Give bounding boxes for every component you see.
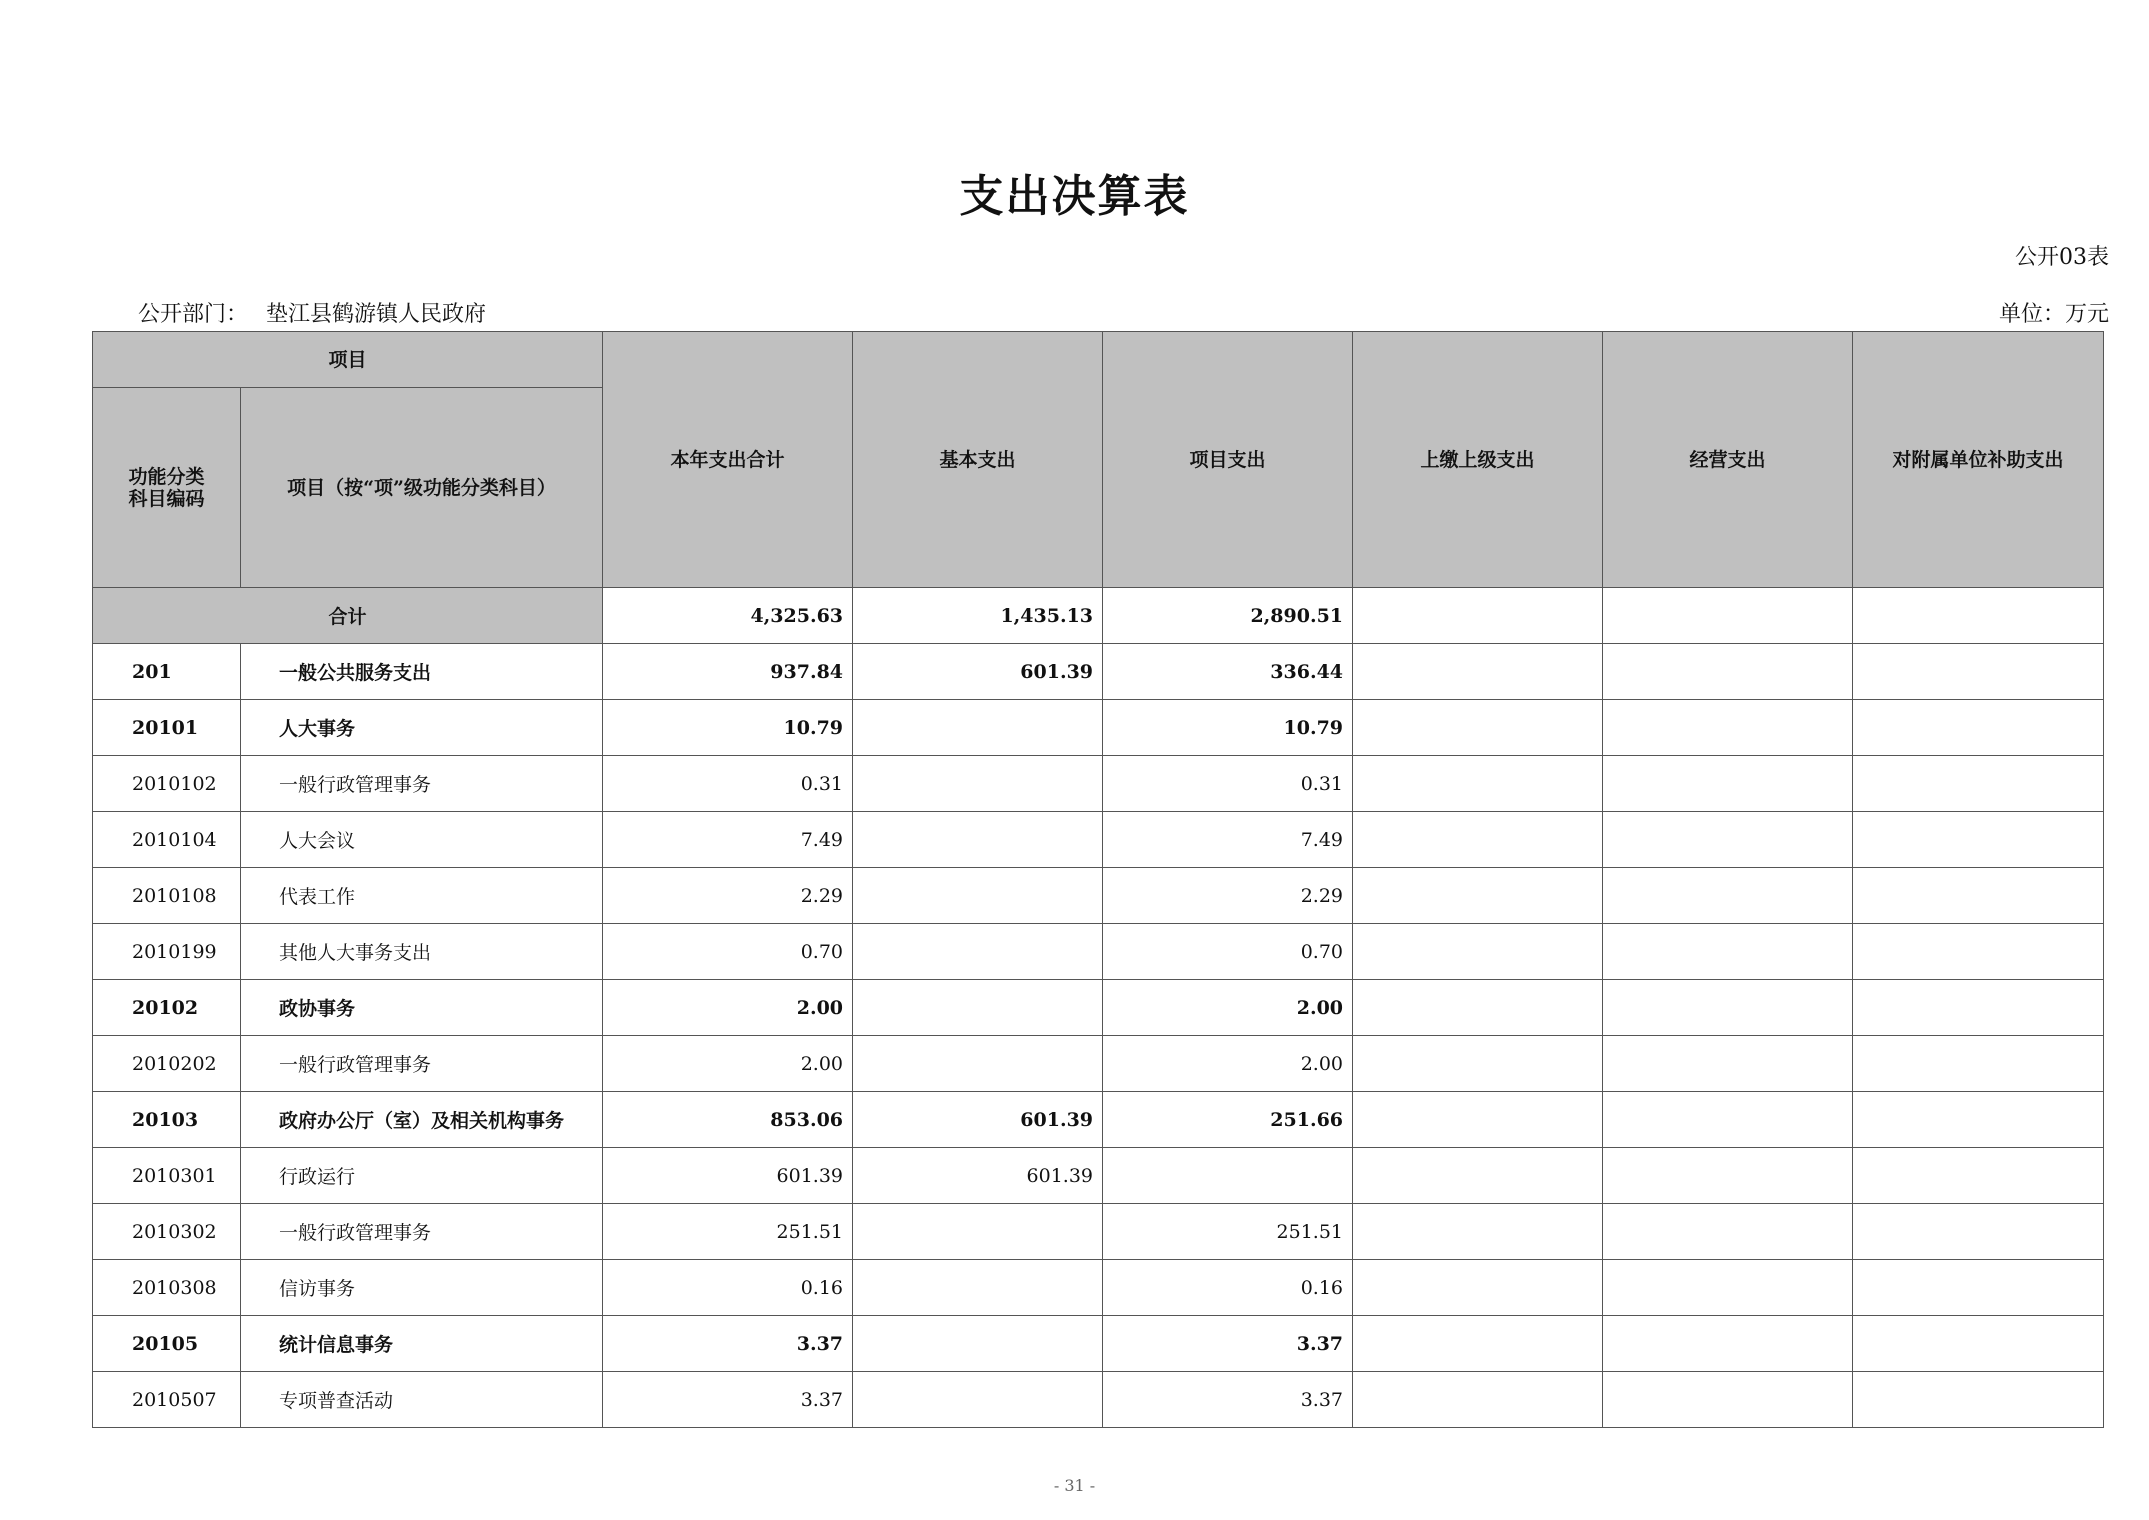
total-label: 合计 — [93, 588, 603, 644]
cell-business — [1603, 812, 1853, 868]
cell-project: 0.16 — [1103, 1260, 1353, 1316]
cell-upper — [1353, 1036, 1603, 1092]
cell-project: 3.37 — [1103, 1372, 1353, 1428]
cell-basic: 601.39 — [853, 1148, 1103, 1204]
cell-project — [1103, 1148, 1353, 1204]
cell-basic — [853, 812, 1103, 868]
department-label: 公开部门： — [138, 302, 249, 327]
cell-subsidy — [1853, 1148, 2104, 1204]
cell-project: 0.31 — [1103, 756, 1353, 812]
cell-basic — [853, 756, 1103, 812]
cell-code: 2010104 — [93, 812, 241, 868]
cell-upper — [1353, 644, 1603, 700]
cell-subsidy — [1853, 756, 2104, 812]
cell-project: 2.00 — [1103, 1036, 1353, 1092]
cell-upper — [1353, 868, 1603, 924]
cell-project: 7.49 — [1103, 812, 1353, 868]
cell-business — [1603, 980, 1853, 1036]
cell-name: 政协事务 — [241, 980, 603, 1036]
table-row — [93, 1092, 2104, 1148]
department-info — [138, 297, 486, 328]
cell-code: 20102 — [93, 980, 241, 1036]
cell-code: 2010202 — [93, 1036, 241, 1092]
page-title: 支出决算表 — [959, 171, 1190, 222]
unit-label: 单位：万元 — [1998, 302, 2109, 327]
cell-total: 2.29 — [603, 868, 853, 924]
cell-business — [1603, 756, 1853, 812]
cell-project: 0.70 — [1103, 924, 1353, 980]
cell-code: 2010302 — [93, 1204, 241, 1260]
cell-upper — [1353, 980, 1603, 1036]
cell-total: 0.31 — [603, 756, 853, 812]
cell-upper — [1353, 756, 1603, 812]
cell-upper — [1353, 1260, 1603, 1316]
cell-name: 专项普查活动 — [241, 1372, 603, 1428]
cell-basic — [853, 1372, 1103, 1428]
table-row — [93, 700, 2104, 756]
cell-basic — [853, 1260, 1103, 1316]
cell-basic — [853, 1036, 1103, 1092]
cell-basic — [853, 1204, 1103, 1260]
cell-code: 2010108 — [93, 868, 241, 924]
cell-code: 2010308 — [93, 1260, 241, 1316]
cell-subsidy — [1853, 1316, 2104, 1372]
header-code: 功能分类 科目编码 — [93, 388, 241, 588]
header-name: 项目（按“项”级功能分类科目） — [241, 388, 603, 588]
table-row — [93, 644, 2104, 700]
cell-upper — [1353, 812, 1603, 868]
form-number: 公开03表 — [2015, 245, 2109, 270]
table-row — [93, 1260, 2104, 1316]
cell-business — [1603, 1092, 1853, 1148]
cell-business — [1603, 700, 1853, 756]
cell-basic — [853, 924, 1103, 980]
total-cell-total: 4,325.63 — [603, 588, 853, 644]
cell-code: 2010199 — [93, 924, 241, 980]
header-business: 经营支出 — [1603, 332, 1853, 588]
cell-subsidy — [1853, 700, 2104, 756]
department-name: 垫江县鹤游镇人民政府 — [266, 302, 487, 327]
cell-project: 3.37 — [1103, 1316, 1353, 1372]
cell-subsidy — [1853, 924, 2104, 980]
cell-code: 20105 — [93, 1316, 241, 1372]
cell-total: 853.06 — [603, 1092, 853, 1148]
cell-code: 2010507 — [93, 1372, 241, 1428]
cell-business — [1603, 868, 1853, 924]
cell-total: 601.39 — [603, 1148, 853, 1204]
cell-subsidy — [1853, 1204, 2104, 1260]
cell-subsidy — [1853, 1036, 2104, 1092]
cell-basic: 601.39 — [853, 1092, 1103, 1148]
total-cell-subsidy — [1853, 588, 2104, 644]
cell-upper — [1353, 1204, 1603, 1260]
header-project: 项目支出 — [1103, 332, 1353, 588]
cell-total: 251.51 — [603, 1204, 853, 1260]
header-basic: 基本支出 — [853, 332, 1103, 588]
cell-name: 代表工作 — [241, 868, 603, 924]
cell-business — [1603, 924, 1853, 980]
cell-name: 其他人大事务支出 — [241, 924, 603, 980]
cell-business — [1603, 644, 1853, 700]
cell-project: 251.66 — [1103, 1092, 1353, 1148]
total-cell-business — [1603, 588, 1853, 644]
cell-basic — [853, 980, 1103, 1036]
cell-subsidy — [1853, 868, 2104, 924]
cell-name: 一般公共服务支出 — [241, 644, 603, 700]
cell-name: 政府办公厅（室）及相关机构事务 — [241, 1092, 603, 1148]
cell-subsidy — [1853, 1372, 2104, 1428]
cell-basic — [853, 700, 1103, 756]
header-project-group: 项目 — [93, 332, 603, 388]
total-cell-basic: 1,435.13 — [853, 588, 1103, 644]
header-subsidy: 对附属单位补助支出 — [1853, 332, 2104, 588]
cell-basic: 601.39 — [853, 644, 1103, 700]
cell-total: 2.00 — [603, 980, 853, 1036]
cell-name: 一般行政管理事务 — [241, 1036, 603, 1092]
cell-code: 20103 — [93, 1092, 241, 1148]
expenditure-table — [92, 331, 2104, 1428]
cell-business — [1603, 1316, 1853, 1372]
cell-upper — [1353, 1316, 1603, 1372]
cell-upper — [1353, 1372, 1603, 1428]
cell-basic — [853, 868, 1103, 924]
table-row — [93, 868, 2104, 924]
table-row — [93, 1316, 2104, 1372]
cell-total: 3.37 — [603, 1316, 853, 1372]
cell-business — [1603, 1036, 1853, 1092]
cell-name: 行政运行 — [241, 1148, 603, 1204]
cell-business — [1603, 1260, 1853, 1316]
cell-business — [1603, 1204, 1853, 1260]
cell-project: 10.79 — [1103, 700, 1353, 756]
table-row — [93, 980, 2104, 1036]
cell-total: 3.37 — [603, 1372, 853, 1428]
cell-project: 2.29 — [1103, 868, 1353, 924]
table-row — [93, 812, 2104, 868]
table-row — [93, 756, 2104, 812]
total-cell-upper — [1353, 588, 1603, 644]
cell-code: 201 — [93, 644, 241, 700]
header-total: 本年支出合计 — [603, 332, 853, 588]
cell-code: 2010301 — [93, 1148, 241, 1204]
cell-subsidy — [1853, 980, 2104, 1036]
cell-total: 0.70 — [603, 924, 853, 980]
total-row — [93, 588, 2104, 644]
cell-total: 7.49 — [603, 812, 853, 868]
cell-upper — [1353, 1148, 1603, 1204]
cell-name: 一般行政管理事务 — [241, 1204, 603, 1260]
cell-name: 人大事务 — [241, 700, 603, 756]
table-row — [93, 1372, 2104, 1428]
cell-basic — [853, 1316, 1103, 1372]
cell-subsidy — [1853, 1092, 2104, 1148]
table-row — [93, 1036, 2104, 1092]
cell-project: 251.51 — [1103, 1204, 1353, 1260]
cell-upper — [1353, 924, 1603, 980]
cell-name: 一般行政管理事务 — [241, 756, 603, 812]
total-cell-project: 2,890.51 — [1103, 588, 1353, 644]
cell-subsidy — [1853, 644, 2104, 700]
cell-upper — [1353, 1092, 1603, 1148]
cell-code: 2010102 — [93, 756, 241, 812]
table-row — [93, 924, 2104, 980]
cell-total: 0.16 — [603, 1260, 853, 1316]
cell-project: 336.44 — [1103, 644, 1353, 700]
cell-subsidy — [1853, 1260, 2104, 1316]
cell-code: 20101 — [93, 700, 241, 756]
cell-total: 10.79 — [603, 700, 853, 756]
cell-project: 2.00 — [1103, 980, 1353, 1036]
table-row — [93, 1204, 2104, 1260]
table-row — [93, 1148, 2104, 1204]
page-number: - 31 - — [1053, 1476, 1096, 1495]
cell-subsidy — [1853, 812, 2104, 868]
header-upper: 上缴上级支出 — [1353, 332, 1603, 588]
cell-total: 2.00 — [603, 1036, 853, 1092]
cell-business — [1603, 1372, 1853, 1428]
cell-name: 人大会议 — [241, 812, 603, 868]
cell-business — [1603, 1148, 1853, 1204]
cell-name: 信访事务 — [241, 1260, 603, 1316]
cell-total: 937.84 — [603, 644, 853, 700]
cell-upper — [1353, 700, 1603, 756]
cell-name: 统计信息事务 — [241, 1316, 603, 1372]
